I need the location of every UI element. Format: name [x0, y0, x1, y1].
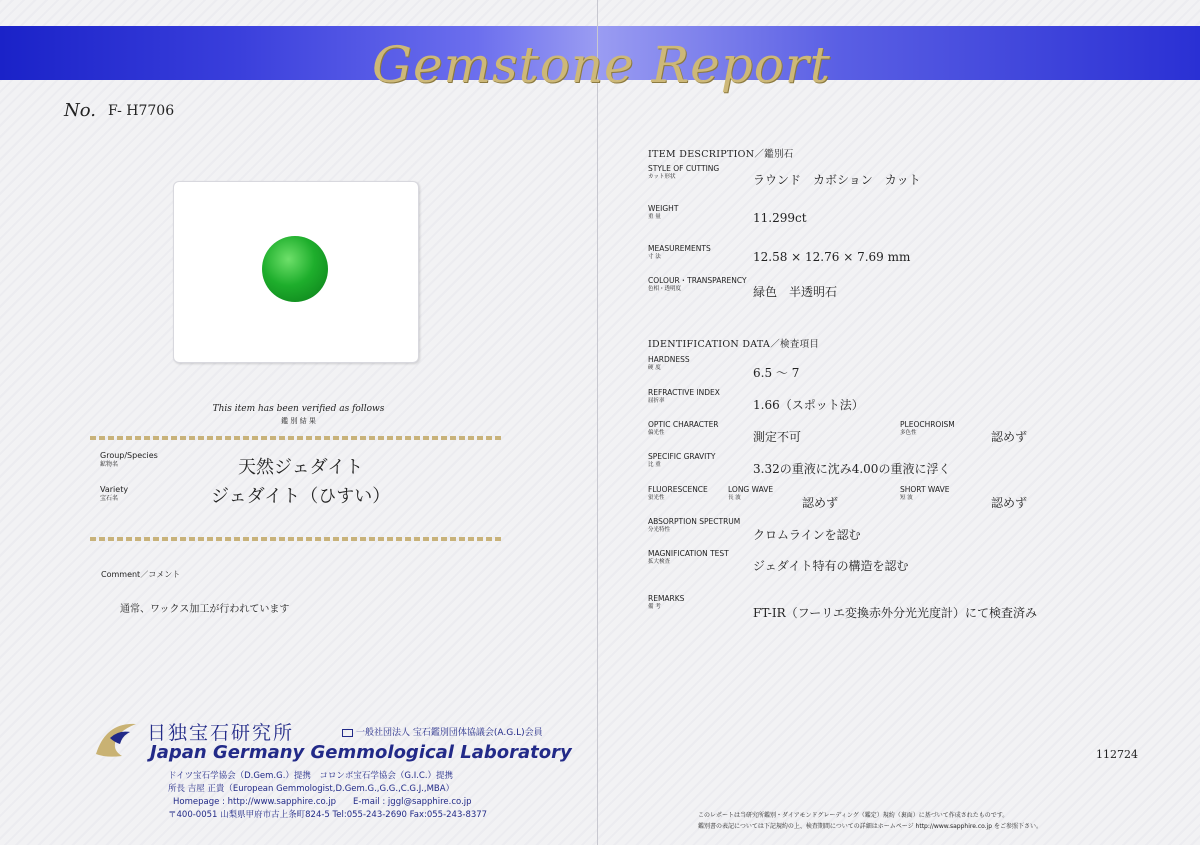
hardness-label: [648, 356, 690, 372]
report-title: Gemstone Report: [372, 36, 831, 94]
colour-value: 緑色 半透明石: [753, 285, 838, 299]
verified-en: This item has been verified as follows: [212, 404, 385, 414]
short-wave-label: [900, 486, 949, 502]
report-number: F- H7706: [108, 103, 175, 119]
absorption-value: クロムラインを認む: [753, 528, 861, 542]
remarks-label: [648, 595, 684, 611]
specific-gravity-value: 3.32の重液に沈み4.00の重液に浮く: [753, 462, 951, 476]
optic-character-label-jp: 偏光性: [648, 430, 665, 436]
remarks-label-en: REMARKS: [648, 594, 685, 603]
measurements-value: 12.58 × 12.76 × 7.69 mm: [753, 250, 911, 264]
magnification-value: ジェダイト特有の構造を認む: [753, 559, 909, 573]
style-label-en: STYLE OF CUTTING: [648, 164, 720, 173]
lab-name-jp: 日独宝石研究所: [147, 722, 295, 744]
fluorescence-label-en: FLUORESCENCE: [648, 485, 708, 494]
remarks-label-jp: 備 考: [648, 604, 661, 610]
style-label-jp: カット形状: [648, 174, 676, 180]
long-wave-label: [728, 486, 773, 502]
specific-gravity-label-en: SPECIFIC GRAVITY: [648, 452, 716, 461]
measurements-label-jp: 寸 法: [648, 254, 661, 260]
weight-label: [648, 205, 678, 221]
optic-character-label: [648, 421, 719, 437]
comment-text: 通常、ワックス加工が行われています: [120, 604, 290, 615]
magnification-label: [648, 550, 729, 566]
pleochroism-label-en: PLEOCHROISM: [900, 420, 955, 429]
divider-top: [90, 436, 502, 440]
group-label-en: Group/Species: [100, 451, 158, 460]
optic-character-value: 測定不可: [753, 430, 802, 444]
footnote-1: このレポートは当研究所鑑別・ダイアモンドグレーディング（鑑定）規約（裏面）に基づいて作成されたものです。: [698, 812, 1009, 819]
pleochroism-label-jp: 多色性: [900, 430, 917, 436]
refractive-index-label: [648, 389, 720, 405]
long-wave-value: 認めず: [802, 496, 839, 510]
lab-affiliations: ドイツ宝石学協会（D.Gem.G.）提携 コロンボ宝石学協会（G.I.C.）提携: [168, 771, 454, 781]
colour-label-jp: 色相・透明度: [648, 286, 682, 292]
number-label: No.: [64, 100, 96, 121]
group-label-jp: 鉱物名: [100, 461, 119, 468]
certificate-number: 112724: [1096, 748, 1138, 761]
refractive-index-label-jp: 屈折率: [648, 398, 665, 404]
weight-label-en: WEIGHT: [648, 204, 679, 213]
long-wave-label-jp: 長 波: [728, 495, 741, 501]
absorption-label-en: ABSORPTION SPECTRUM: [648, 517, 741, 526]
pleochroism-label: [900, 421, 955, 437]
style-label: [648, 165, 719, 181]
gem-image: [262, 236, 328, 302]
short-wave-label-jp: 短 波: [900, 495, 913, 501]
remarks-value: FT-IR（フーリエ変換赤外分光光度計）にて検査済み: [753, 606, 1038, 620]
variety-value: ジェダイト（ひすい）: [211, 486, 391, 507]
pleochroism-value: 認めず: [991, 430, 1028, 444]
identification-heading: IDENTIFICATION DATA／検査項目: [648, 339, 820, 350]
optic-character-label-en: OPTIC CHARACTER: [648, 420, 719, 429]
short-wave-value: 認めず: [991, 496, 1028, 510]
fluorescence-label-jp: 蛍光性: [648, 495, 665, 501]
fluorescence-label: [648, 486, 708, 502]
variety-label-jp: 宝石名: [100, 495, 119, 502]
variety-label-en: Variety: [100, 485, 129, 494]
short-wave-label-en: SHORT WAVE: [900, 485, 950, 494]
colour-label: [648, 277, 747, 293]
lab-logo-icon: [92, 718, 142, 760]
footnote-2: 鑑別書の表記については下記規約の上、検査期間についての詳細はホームページ http://www.sapphire.co.jp をご参照下さい。: [698, 823, 1042, 830]
specific-gravity-label-jp: 比 重: [648, 462, 661, 468]
variety-label: [100, 485, 128, 503]
weight-label-jp: 重 量: [648, 214, 661, 220]
verified-jp: 鑑 別 結 果: [281, 417, 316, 425]
absorption-label: [648, 518, 740, 534]
verified-statement: [0, 404, 597, 426]
lab-director: 所長 吉屋 正貴（European Gemmologist,D.Gem.G.,G.G.,C.G.J.,MBA）: [168, 784, 455, 794]
long-wave-label-en: LONG WAVE: [728, 485, 774, 494]
divider-bottom: [90, 537, 502, 541]
lab-association-text: 一般社団法人 宝石鑑別団体協議会(A.G.L)会員: [356, 728, 543, 738]
hardness-label-en: HARDNESS: [648, 355, 690, 364]
lab-contact-web: Homepage : http://www.sapphire.co.jp E-mail : jggl@sapphire.co.jp: [173, 797, 472, 807]
gem-photo: [173, 181, 419, 363]
hardness-label-jp: 硬 度: [648, 365, 661, 371]
diamond-icon: [342, 729, 353, 737]
group-value: 天然ジェダイト: [238, 457, 364, 478]
refractive-index-label-en: REFRACTIVE INDEX: [648, 388, 720, 397]
weight-value: 11.299ct: [753, 211, 807, 225]
colour-label-en: COLOUR・TRANSPARENCY: [648, 276, 747, 285]
hardness-value: 6.5 〜 7: [753, 366, 800, 380]
item-description-heading: ITEM DESCRIPTION／鑑別石: [648, 149, 794, 160]
magnification-label-jp: 拡大検査: [648, 559, 671, 565]
comment-label: Comment／コメント: [101, 570, 181, 579]
measurements-label-en: MEASUREMENTS: [648, 244, 711, 253]
lab-association: [342, 725, 543, 738]
specific-gravity-label: [648, 453, 716, 469]
measurements-label: [648, 245, 711, 261]
magnification-label-en: MAGNIFICATION TEST: [648, 549, 729, 558]
style-value: ラウンド カボション カット: [753, 173, 921, 187]
absorption-label-jp: 分光特性: [648, 527, 671, 533]
lab-address: 〒400-0051 山梨県甲府市古上条町824-5 Tel:055-243-2690 Fax:055-243-8377: [168, 810, 488, 820]
lab-name-en: Japan Germany Gemmological Laboratory: [150, 742, 572, 763]
group-label: [100, 451, 158, 469]
refractive-index-value: 1.66（スポット法）: [753, 398, 864, 412]
